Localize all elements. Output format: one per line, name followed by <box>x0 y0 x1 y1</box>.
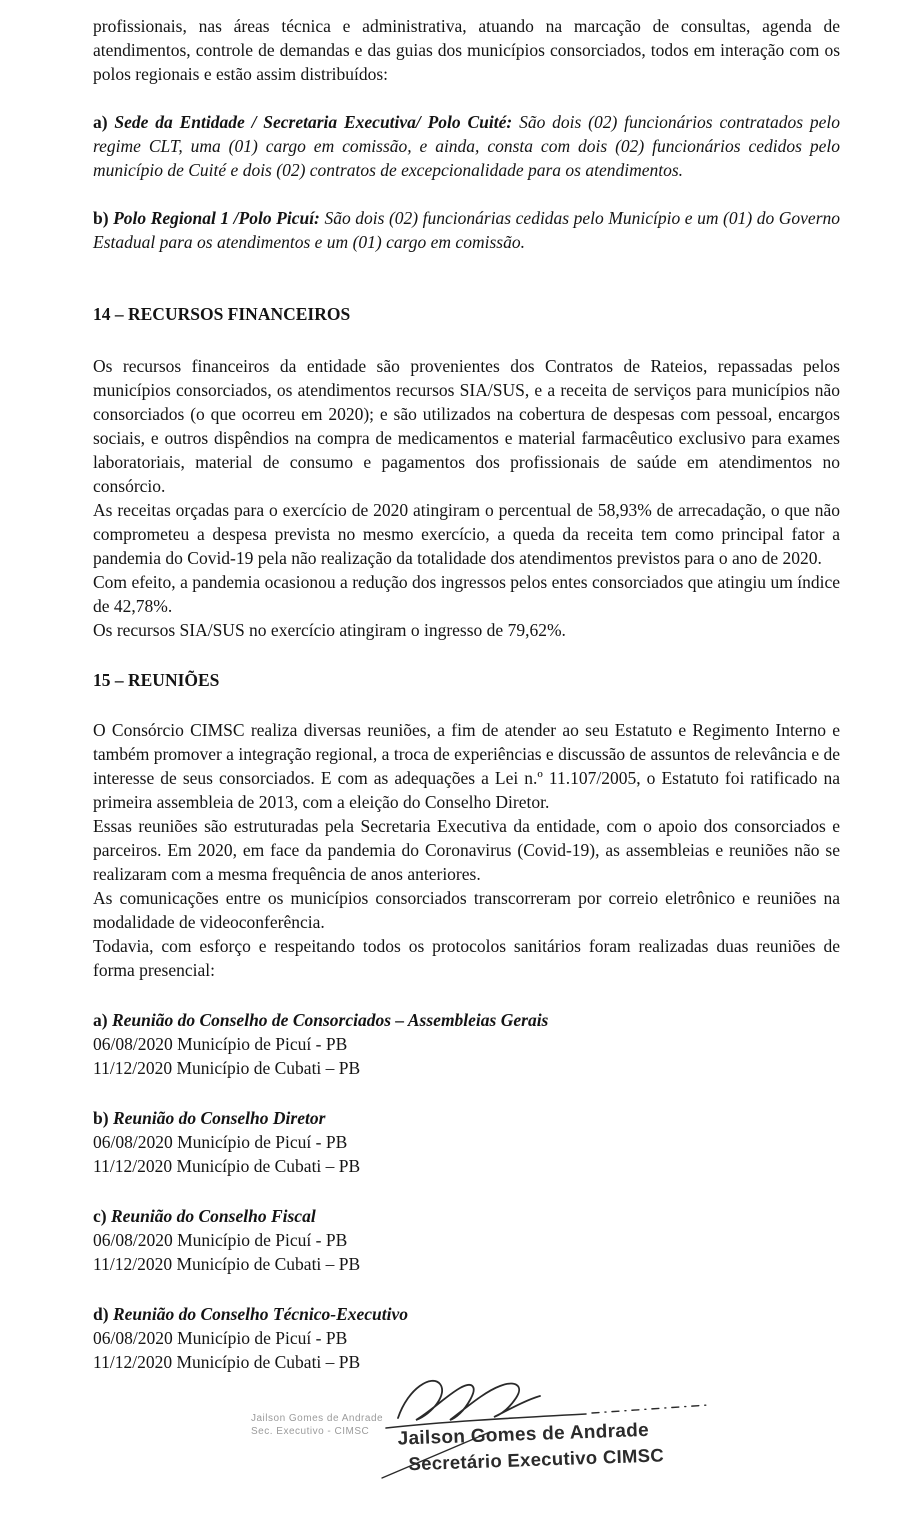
meeting-a-title-line <box>93 1008 840 1032</box>
signatory-name: Jailson Gomes de Andrade <box>397 1419 650 1450</box>
meeting-c-title: Reunião do Conselho Fiscal <box>110 1206 316 1226</box>
section-15-paragraph-2: Essas reuniões são estruturadas pela Secretaria Executiva da entidade, com o apoio dos consorciados e parceiros. Em 2020, em face da pandemia do Coronavirus (Covid-19), as assembleias e reuniões não se realizaram com a mesma frequência de anos anteriores. <box>93 816 840 884</box>
item-b-label: Polo Regional 1 /Polo Picuí: <box>113 208 320 228</box>
meeting-b-dates <box>93 1130 840 1178</box>
section-14-paragraph-3: Com efeito, a pandemia ocasionou a redução dos ingressos pelos entes consorciados que atingiu um índice de 42,78%. <box>93 572 840 616</box>
signature-block <box>93 1380 840 1520</box>
meeting-b-date-2: 11/12/2020 Município de Cubati – PB <box>93 1156 361 1176</box>
meeting-d-date-1: 06/08/2020 Município de Picuí - PB <box>93 1328 348 1348</box>
meeting-block-d <box>93 1302 840 1374</box>
section-14-heading: 14 – RECURSOS FINANCEIROS <box>93 304 351 324</box>
meeting-d-dates <box>93 1326 840 1374</box>
section-15-paragraph-4: Todavia, com esforço e respeitando todos os protocolos sanitários foram realizadas duas reuniões de forma presencial: <box>93 936 840 980</box>
meeting-d-prefix: d) <box>93 1304 109 1324</box>
section-15-paragraph-3: As comunicações entre os municípios consorciados transcorreram por correio eletrônico e reuniões na modalidade de videoconferência. <box>93 888 840 932</box>
staff-item-b <box>93 206 840 254</box>
meeting-a-date-1: 06/08/2020 Município de Picuí - PB <box>93 1034 348 1054</box>
stamp-role: Sec. Executivo - CIMSC <box>251 1426 370 1437</box>
section-15-paragraph-1: O Consórcio CIMSC realiza diversas reuniões, a fim de atender ao seu Estatuto e Regimento Interno e também promover a integração regional, a troca de experiências e discussão de assuntos de relevância e de interesse de seus consorciados. E com as adequações a Lei n.º 11.107/2005, o Estatuto foi ratificado na primeira assembleia de 2013, com a eleição do Conselho Diretor. <box>93 720 840 812</box>
signature-text <box>397 1417 664 1476</box>
meeting-a-dates <box>93 1032 840 1080</box>
section-14-paragraph-1: Os recursos financeiros da entidade são provenientes dos Contratos de Rateios, repassadas pelos municípios consorciados, os atendimentos recursos SIA/SUS, e a receita de serviços para municípios não consorciados (o que ocorreu em 2020); e são utilizados na cobertura de despesas com pessoal, encargos sociais, e outros dispêndios na compra de medicamentos e material farmacêutico exclusivo para exames laboratoriais, material de consumo e pagamentos dos profissionais de saúde em atendimentos no consórcio. <box>93 356 840 496</box>
meeting-a-title: Reunião do Conselho de Consorciados – Assembleias Gerais <box>111 1010 549 1030</box>
meeting-a-date-2: 11/12/2020 Município de Cubati – PB <box>93 1058 361 1078</box>
meeting-b-date-1: 06/08/2020 Município de Picuí - PB <box>93 1132 348 1152</box>
staff-item-a <box>93 110 840 182</box>
item-b-text: São dois (02) funcionárias cedidas pelo Município e um (01) do Governo Estadual para os atendimentos e um (01) cargo em comissão. <box>93 208 841 252</box>
meeting-d-title: Reunião do Conselho Técnico-Executivo <box>112 1304 409 1324</box>
meeting-c-date-1: 06/08/2020 Município de Picuí - PB <box>93 1230 348 1250</box>
section-15-heading: 15 – REUNIÕES <box>93 670 220 690</box>
signature-stamp <box>251 1412 383 1438</box>
meeting-b-prefix: b) <box>93 1108 109 1128</box>
meeting-d-date-2: 11/12/2020 Município de Cubati – PB <box>93 1352 361 1372</box>
meeting-b-title: Reunião do Conselho Diretor <box>112 1108 326 1128</box>
item-a-prefix: a) <box>93 112 108 132</box>
meeting-block-b <box>93 1106 840 1178</box>
meeting-b-title-line <box>93 1106 840 1130</box>
paragraph-intro: profissionais, nas áreas técnica e administrativa, atuando na marcação de consultas, agenda de atendimentos, controle de demandas e das guias dos municípios consorciados, todos em interação com os polos regionais e estão assim distribuídos: <box>93 16 840 84</box>
meeting-d-title-line <box>93 1302 840 1326</box>
meeting-c-prefix: c) <box>93 1206 107 1226</box>
item-a-label: Sede da Entidade / Secretaria Executiva/ Polo Cuité: <box>114 112 513 132</box>
meeting-c-dates <box>93 1228 840 1276</box>
meeting-c-date-2: 11/12/2020 Município de Cubati – PB <box>93 1254 361 1274</box>
meeting-a-prefix: a) <box>93 1010 108 1030</box>
stamp-name: Jailson Gomes de Andrade <box>251 1413 384 1424</box>
meeting-c-title-line <box>93 1204 840 1228</box>
meeting-block-a <box>93 1008 840 1080</box>
item-b-prefix: b) <box>93 208 109 228</box>
section-14-paragraph-2: As receitas orçadas para o exercício de 2020 atingiram o percentual de 58,93% de arrecadação, o que não comprometeu a despesa prevista no mesmo exercício, a queda da receita tem como principal fator a pandemia do Covid-19 pela não realização da totalidade dos atendimentos previstos para o ano de 2020. <box>93 500 840 568</box>
signatory-title: Secretário Executivo CIMSC <box>408 1444 665 1475</box>
item-a-text: São dois (02) funcionários contratados pelo regime CLT, uma (01) cargo em comissão, e ainda, consta com dois (02) funcionários cedidos pelo município de Cuité e dois (02) contratos de excepcionalidade para os atendimentos. <box>93 112 841 180</box>
meeting-block-c <box>93 1204 840 1276</box>
section-14-paragraph-4: Os recursos SIA/SUS no exercício atingiram o ingresso de 79,62%. <box>93 620 566 640</box>
